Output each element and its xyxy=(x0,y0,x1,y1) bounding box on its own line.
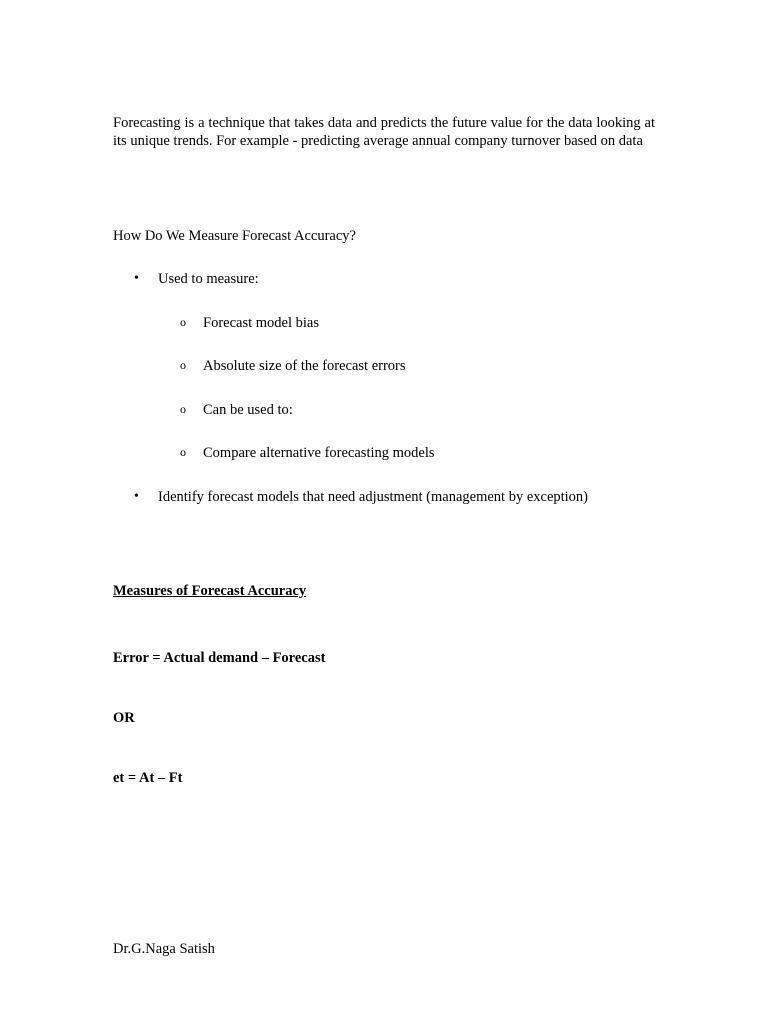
intro-paragraph: Forecasting is a technique that takes data and predicts the future value for the data looking at its unique trends. For example - predicting average annual company turnover based on data xyxy=(113,115,655,149)
author-footer: Dr.G.Naga Satish xyxy=(113,941,215,957)
bullet-dot-icon: • xyxy=(134,489,139,504)
bullet-ring-icon: o xyxy=(180,358,186,372)
bullet-dot-icon: • xyxy=(134,271,139,286)
or-label: OR xyxy=(113,710,135,726)
bullet-text: Identify forecast models that need adjustment (management by exception) xyxy=(158,489,589,505)
measures-title: Measures of Forecast Accuracy xyxy=(113,583,307,599)
bullet-ring-icon: o xyxy=(180,445,186,459)
bullet-text: Used to measure: xyxy=(158,271,259,287)
question-heading: How Do We Measure Forecast Accuracy? xyxy=(113,228,356,244)
symbolic-formula: et = At – Ft xyxy=(113,770,183,786)
bullet-ring-icon: o xyxy=(180,402,186,416)
sub-bullet-text: Compare alternative forecasting models xyxy=(203,445,435,461)
sub-bullet-text: Forecast model bias xyxy=(203,315,319,331)
sub-bullet-text: Absolute size of the forecast errors xyxy=(203,358,406,374)
bullet-ring-icon: o xyxy=(180,315,186,329)
error-formula: Error = Actual demand – Forecast xyxy=(113,650,326,666)
sub-bullet-text: Can be used to: xyxy=(203,402,293,418)
